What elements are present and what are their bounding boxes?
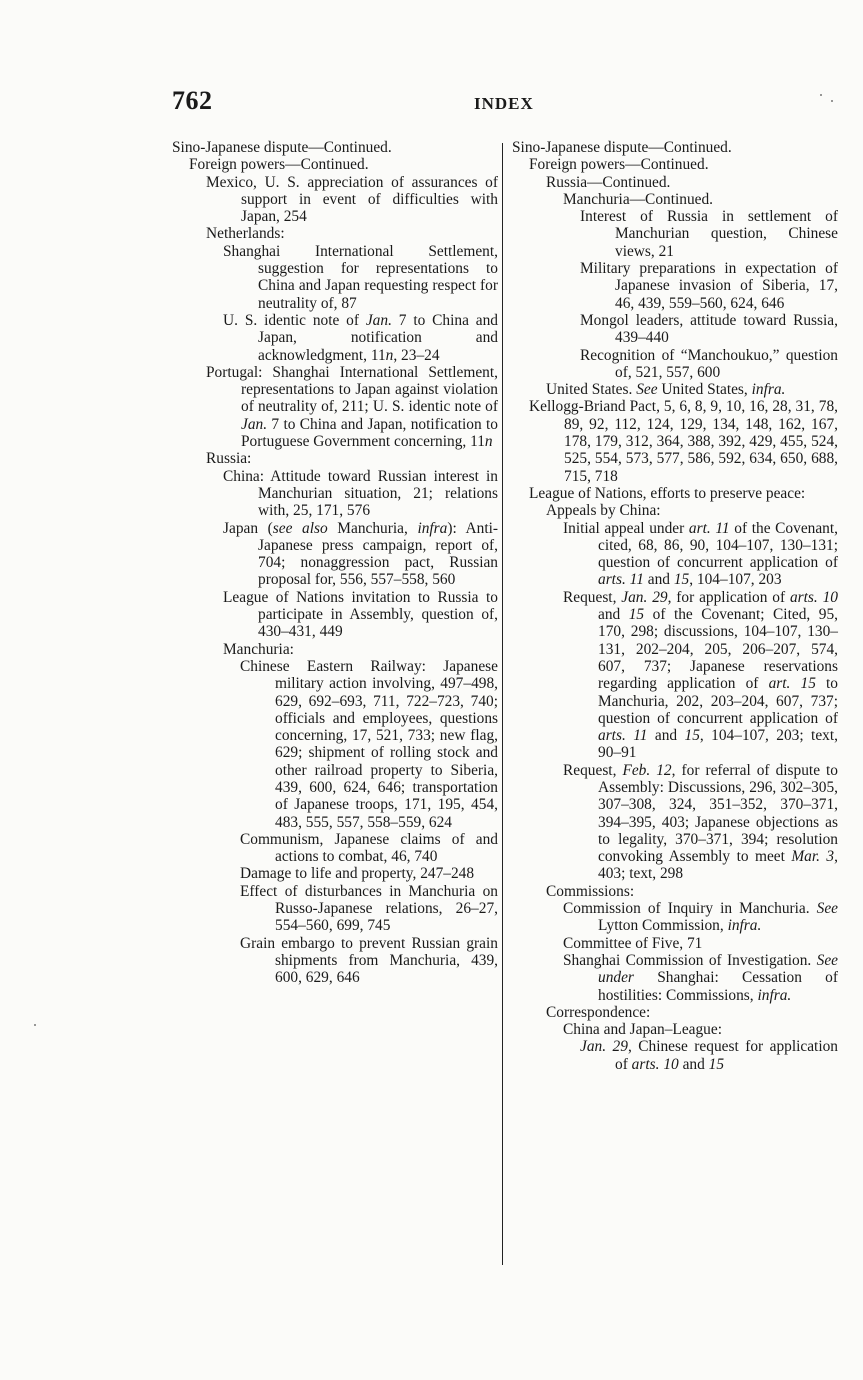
- index-entry: Commission of Inquiry in Manchuria. See Lytton Commission, infra.: [563, 900, 838, 935]
- index-column-right: [512, 139, 838, 1073]
- index-entry: Request, Feb. 12, for referral of dispute to Assembly: Discussions, 296, 302–305, 307–308, 324, 351–352, 370–371, 394–395, 403; Japanese objections as to legality, 370–371, 394; resolution convoking Assembly to meet Mar. 3, 403; text, 298: [563, 761, 839, 883]
- index-entry: Committee of Five, 71: [563, 934, 703, 952]
- index-entry: Portugal: Shanghai International Settlement, representations to Japan against violation of neutrality of, 211; U. S. identic note of Jan. 7 to China and Japan, notification to Portuguese Government concerning, 11n: [206, 363, 498, 451]
- index-entry: Initial appeal under art. 11 of the Covenant, cited, 68, 86, 90, 104–107, 130–131; question of concurrent application of arts. 11 and 15, 104–107, 203: [563, 519, 838, 589]
- index-entry: Communism, Japanese claims of and actions to combat, 46, 740: [240, 830, 498, 866]
- index-entry: Sino-Japanese dispute—Continued.: [172, 139, 392, 156]
- index-entry: Russia—Continued.: [546, 173, 671, 191]
- index-column-left: [172, 139, 498, 987]
- index-entry: Effect of disturbances in Manchuria on Russo-Japanese relations, 26–27, 554–560, 699, 745: [240, 882, 498, 935]
- index-entry: Appeals by China:: [546, 502, 661, 520]
- index-entry: Manchuria:: [223, 640, 294, 658]
- index-entry: Commissions:: [546, 882, 635, 900]
- index-entry: Request, Jan. 29, for application of arts. 10 and 15 of the Covenant; Cited, 95, 170, 298; discussions, 104–107, 130–131, 202–204, 205, 206–207, 574, 607, 737; Japanese reservations regarding application of art. 15 to Manchuria, 202, 203–204, 607, 737; question of concurrent application of arts. 11 and 15, 104–107, 203; text, 90–91: [563, 588, 839, 762]
- index-entry: Mexico, U. S. appreciation of assurances of support in event of difficulties with Japan, 254: [206, 173, 498, 226]
- scan-speck: [831, 100, 833, 102]
- scan-speck: [820, 94, 822, 96]
- index-entry: Netherlands:: [206, 225, 285, 243]
- index-entry: Chinese Eastern Railway: Japanese military action involving, 497–498, 629, 692–693, 711, 722–723, 740; officials and employees, questions concerning, 17, 521, 733; new flag, 629; shipment of rolling stock and other railroad property to Siberia, 439, 600, 624, 646; transportation of Japanese troops, 171, 195, 454, 483, 555, 557, 558–559, 624: [240, 657, 498, 831]
- index-entry: League of Nations invitation to Russia to participate in Assembly, question of, 430–431, 449: [223, 588, 498, 641]
- index-entry: Foreign powers—Continued.: [189, 156, 369, 174]
- index-entry: U. S. identic note of Jan. 7 to China and Japan, notification and acknowledgment, 11n, 23–24: [223, 311, 498, 364]
- index-entry: Recognition of “Manchoukuo,” question of, 521, 557, 600: [580, 346, 838, 381]
- index-entry: Kellogg-Briand Pact, 5, 6, 8, 9, 10, 16, 28, 31, 78, 89, 92, 112, 124, 129, 134, 148, 162, 167, 178, 179, 312, 364, 388, 392, 429, 455, 524, 525, 554, 573, 577, 586, 592, 634, 650, 688, 715, 718: [529, 398, 838, 485]
- index-entry: Grain embargo to prevent Russian grain shipments from Manchuria, 439, 600, 629, 646: [240, 934, 498, 987]
- index-entry: Shanghai Commission of Investigation. See under Shanghai: Cessation of hostilities: Commissions, infra.: [563, 951, 838, 1004]
- index-entry: Russia:: [206, 450, 252, 468]
- scan-speck: [34, 1024, 36, 1026]
- index-entry: United States. See United States, infra.: [546, 381, 786, 399]
- index-entry: Manchuria—Continued.: [563, 190, 714, 208]
- index-entry: Military preparations in expectation of Japanese invasion of Siberia, 17, 46, 439, 559–560, 624, 646: [580, 260, 838, 312]
- page-number: 762: [172, 86, 213, 115]
- index-entry: Shanghai International Settlement, suggestion for representations to China and Japan requesting respect for neutrality of, 87: [223, 242, 498, 312]
- index-entry: China and Japan–League:: [563, 1021, 722, 1039]
- index-entry: Mongol leaders, attitude toward Russia, 439–440: [580, 311, 838, 347]
- index-entry: Correspondence:: [546, 1003, 651, 1021]
- running-head: INDEX: [474, 94, 534, 113]
- index-entry: Jan. 29, Chinese request for application of arts. 10 and 15: [580, 1038, 839, 1073]
- index-entry: China: Attitude toward Russian interest in Manchurian situation, 21; relations with, 25, 171, 576: [223, 467, 498, 520]
- index-entry: Foreign powers—Continued.: [529, 156, 709, 174]
- index-entry: Interest of Russia in settlement of Manchurian question, Chinese views, 21: [580, 208, 838, 260]
- index-entry: League of Nations, efforts to preserve peace:: [529, 484, 806, 502]
- index-entry: Damage to life and property, 247–248: [240, 865, 475, 883]
- column-divider: [502, 143, 503, 1265]
- index-entry: Japan (see also Manchuria, infra): Anti-Japanese press campaign, report of, 704; nonaggression pact, Russian proposal for, 556, 557–558, 560: [223, 519, 499, 589]
- index-entry: Sino-Japanese dispute—Continued.: [512, 139, 732, 156]
